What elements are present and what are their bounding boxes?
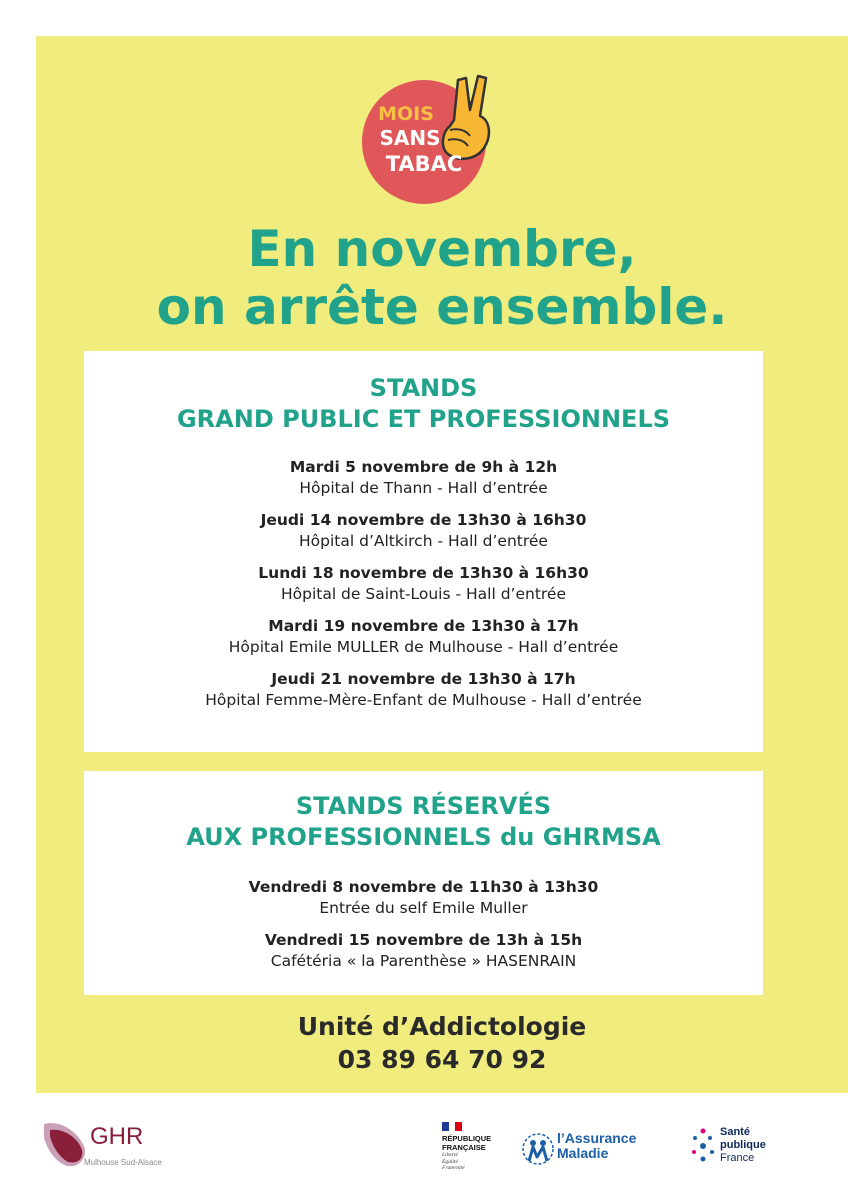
event-item xyxy=(84,877,763,919)
svg-text:SANS: SANS xyxy=(379,126,441,150)
public-stands-panel xyxy=(84,351,763,752)
mois-sans-tabac-logo xyxy=(350,70,510,205)
phone-number: 03 89 64 70 92 xyxy=(337,1045,547,1074)
contact-info xyxy=(36,1010,848,1076)
event-date: Mardi 5 novembre de 9h à 12h xyxy=(289,458,558,476)
event-date: Jeudi 14 novembre de 13h30 à 16h30 xyxy=(260,511,587,529)
ghr-subtitle: Mulhouse Sud-Alsace xyxy=(84,1158,162,1167)
event-item xyxy=(84,930,763,972)
republique-francaise-logo: RÉPUBLIQUE FRANÇAISE Liberté Égalité Fraternité xyxy=(442,1122,512,1174)
ghr-name: GHR xyxy=(90,1123,144,1150)
event-place: Hôpital de Thann - Hall d’entrée xyxy=(299,479,548,497)
assurance-maladie-figures-icon xyxy=(521,1127,555,1171)
svg-text:TABAC: TABAC xyxy=(385,152,463,176)
event-date: Jeudi 21 novembre de 13h30 à 17h xyxy=(271,670,576,688)
sante-publique-france-logo: Santé publique France xyxy=(690,1124,780,1172)
event-place: Hôpital d’Altkirch - Hall d’entrée xyxy=(299,532,548,550)
event-item xyxy=(84,669,763,711)
svg-text:MOIS: MOIS xyxy=(378,103,434,125)
event-place: Hôpital de Saint-Louis - Hall d’entrée xyxy=(280,585,567,603)
event-place: Hôpital Femme-Mère-Enfant de Mulhouse - Hall d’entrée xyxy=(205,691,642,709)
event-place: Cafétéria « la Parenthèse » HASENRAIN xyxy=(270,952,577,970)
event-place: Entrée du self Emile Muller xyxy=(319,899,528,917)
event-item xyxy=(84,457,763,499)
event-date: Vendredi 8 novembre de 11h30 à 13h30 xyxy=(248,878,599,896)
event-item xyxy=(84,563,763,605)
pro-stands-title: STANDS RÉSERVÉS AUX PROFESSIONNELS du GHRMSA xyxy=(186,792,661,851)
event-item xyxy=(84,616,763,658)
event-date: Vendredi 15 novembre de 13h à 15h xyxy=(264,931,583,949)
pro-stands-panel xyxy=(84,771,763,995)
headline-line: on arrête ensemble. xyxy=(156,278,728,336)
unit-name: Unité d’Addictologie xyxy=(297,1012,587,1041)
assurance-maladie-logo: l’Assurance Maladie xyxy=(521,1123,661,1173)
headline-line: En novembre, xyxy=(247,220,637,278)
headline xyxy=(36,220,848,336)
french-flag-icon xyxy=(442,1122,462,1131)
event-place: Hôpital Emile MULLER de Mulhouse - Hall d’entrée xyxy=(228,638,619,656)
event-item xyxy=(84,510,763,552)
event-date: Mardi 19 novembre de 13h30 à 17h xyxy=(268,617,579,635)
public-stands-title: STANDS GRAND PUBLIC ET PROFESSIONNELS xyxy=(176,374,671,433)
event-date: Lundi 18 novembre de 13h30 à 16h30 xyxy=(258,564,589,582)
spf-dots-icon xyxy=(690,1126,716,1166)
